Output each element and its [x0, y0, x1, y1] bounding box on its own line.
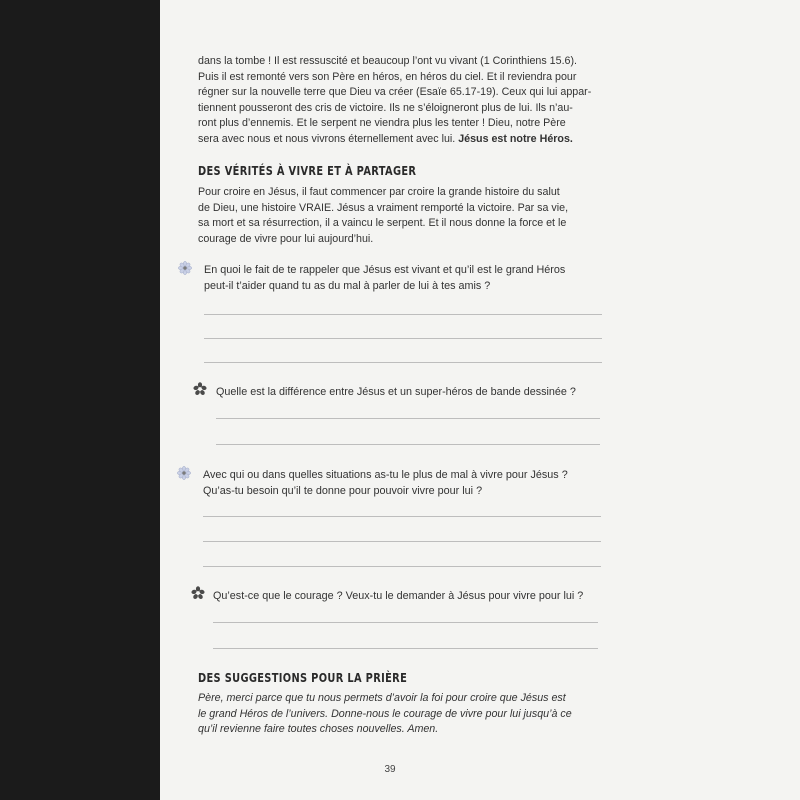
answer-line[interactable] — [204, 338, 602, 339]
question-4 — [213, 588, 583, 604]
page-number: 39 — [384, 764, 396, 775]
intro-line-text: sera avec nous et nous vivrons éternellement avec lui. — [198, 132, 456, 145]
section1-line: courage de vivre pour lui aujourd’hui. — [198, 232, 374, 245]
answer-line[interactable] — [203, 516, 601, 517]
answer-line[interactable] — [204, 362, 602, 363]
intro-line: dans la tombe ! Il est ressuscité et beaucoup l’ont vu vivant (1 Corinthiens 15.6). — [198, 55, 578, 67]
question-3 — [203, 467, 568, 499]
section1-line: sa mort et sa résurrection, il a vaincu le serpent. Et il nous donne la force et le — [198, 217, 567, 230]
dark-flower-icon — [193, 382, 207, 396]
prayer-line: Père, merci parce que tu nous permets d’avoir la foi pour croire que Jésus est — [198, 692, 566, 704]
intro-line: ront plus d’ennemis. Et le serpent ne viendra plus les tenter ! Dieu, notre Père — [198, 117, 566, 130]
question-3-line: Avec qui ou dans quelles situations as-tu le plus de mal à vivre pour Jésus ? — [203, 469, 568, 481]
intro-bold-sentence: Jésus est notre Héros. — [458, 132, 573, 145]
section1-line: Pour croire en Jésus, il faut commencer par croire la grande histoire du salut — [198, 186, 560, 198]
intro-line: régner sur la nouvelle terre que Dieu va créer (Esaïe 65.17-19). Ceux qui lui appar- — [198, 86, 592, 99]
answer-line[interactable] — [203, 541, 601, 542]
answer-line[interactable] — [216, 444, 600, 445]
question-3-line: Qu’as-tu besoin qu’il te donne pour pouvoir vivre pour lui ? — [203, 485, 483, 497]
prayer-paragraph — [198, 691, 612, 738]
intro-line: Puis il est remonté vers son Père en héros, en héros du ciel. Et il reviendra pour — [198, 70, 577, 83]
question-2 — [216, 384, 576, 400]
section-heading-priere: DES SUGGESTIONS POUR LA PRIÈRE — [198, 671, 408, 685]
question-1 — [204, 262, 565, 294]
answer-line[interactable] — [213, 648, 598, 649]
question-4-line: Qu’est-ce que le courage ? Veux-tu le demander à Jésus pour vivre pour lui ? — [213, 590, 584, 602]
prayer-line: le grand Héros de l’univers. Donne-nous le courage de vivre pour lui jusqu’à ce — [198, 707, 572, 720]
intro-paragraph — [198, 54, 612, 148]
section1-paragraph — [198, 185, 612, 247]
section1-line: de Dieu, une histoire VRAIE. Jésus a vraiment remporté la victoire. Par sa vie, — [198, 201, 569, 214]
light-flower-icon — [178, 261, 192, 275]
answer-line[interactable] — [213, 622, 598, 623]
question-1-line: En quoi le fait de te rappeler que Jésus est vivant et qu’il est le grand Héros — [204, 264, 566, 276]
prayer-line: qu’il revienne faire toutes choses nouvelles. Amen. — [198, 723, 439, 736]
book-page — [160, 0, 800, 800]
intro-line: tiennent pousseront des cris de victoire. Ils ne s’éloigneront plus de lui. Ils n’au- — [198, 101, 573, 114]
light-flower-icon — [177, 466, 191, 480]
answer-line[interactable] — [216, 418, 600, 419]
question-1-line: peut-il t’aider quand tu as du mal à parler de lui à tes amis ? — [204, 280, 491, 292]
question-2-line: Quelle est la différence entre Jésus et un super-héros de bande dessinée ? — [216, 386, 576, 398]
answer-line[interactable] — [204, 314, 602, 315]
section-heading-verites: DES VÉRITÉS À VIVRE ET À PARTAGER — [198, 164, 417, 178]
answer-line[interactable] — [203, 566, 601, 567]
dark-flower-icon — [191, 586, 205, 600]
intro-line-last — [198, 132, 612, 148]
